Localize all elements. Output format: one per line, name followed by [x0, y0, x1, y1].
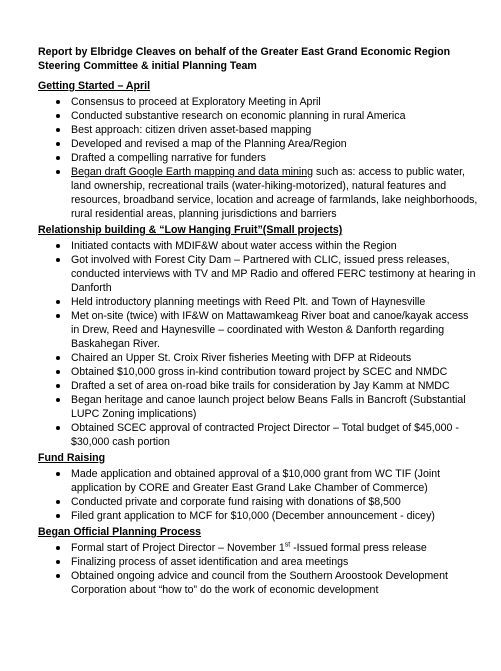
- list-item: [38, 541, 478, 555]
- list-item: [38, 253, 478, 295]
- bullet-list: [38, 95, 478, 221]
- list-item-text: Filed grant application to MCF for $10,000 (December announcement - dicey): [71, 510, 435, 522]
- list-item-text: Chaired an Upper St. Croix River fisheries Meeting with DFP at Rideouts: [71, 352, 412, 364]
- bullet-icon: [56, 393, 66, 402]
- list-item: [38, 137, 478, 151]
- report-title-line-1: Report by Elbridge Cleaves on behalf of the Greater East Grand Economic Region: [38, 46, 451, 58]
- list-item-text: such as: access to public water, land ownership, recreational trails (water-hiking-motorized), natural features and resources, broadband service, location and acreage of farmlands, lake neighborhoods, rural residential areas, planning jurisdictions and barriers: [71, 166, 478, 220]
- list-item-text: Obtained ongoing advice and council from the Southern Aroostook Development Corporation about “how to” do the work of economic development: [71, 570, 448, 596]
- list-item: [38, 509, 478, 523]
- list-item: [38, 393, 478, 421]
- list-item-text: Conducted substantive research on economic planning in rural America: [71, 110, 406, 122]
- section-heading: Getting Started – April: [38, 80, 151, 92]
- list-item: [38, 309, 478, 351]
- list-item: [38, 295, 478, 309]
- bullet-icon: [56, 379, 66, 388]
- bullet-icon: [56, 295, 66, 304]
- list-item-text: Initiated contacts with MDIF&W about water access within the Region: [71, 240, 397, 252]
- list-item-text: Drafted a compelling narrative for funders: [71, 152, 266, 164]
- list-item-text: Held introductory planning meetings with Reed Plt. and Town of Haynesville: [71, 296, 426, 308]
- bullet-icon: [56, 95, 66, 104]
- list-item: [38, 109, 478, 123]
- list-item: [38, 421, 478, 449]
- list-item-text: Began heritage and canoe launch project below Beans Falls in Bancroft (Substantial LUPC Zoning implications): [71, 394, 466, 420]
- list-item-text: Formal start of Project Director – November 1: [71, 542, 285, 554]
- list-item-text: -Issued formal press release: [290, 542, 427, 554]
- report-page: [38, 45, 478, 599]
- section-heading: Began Official Planning Process: [38, 526, 202, 538]
- list-item: [38, 151, 478, 165]
- list-item: [38, 569, 478, 597]
- list-item-underlined-text: Began draft Google Earth mapping and data mining: [71, 166, 314, 178]
- bullet-list: [38, 467, 478, 523]
- list-item: [38, 495, 478, 509]
- bullet-icon: [56, 421, 66, 430]
- bullet-icon: [56, 365, 66, 374]
- list-item-text: Drafted a set of area on-road bike trails for consideration by Jay Kamm at NMDC: [71, 380, 450, 392]
- bullet-icon: [56, 569, 66, 578]
- list-item-text: Obtained $10,000 gross in-kind contribution toward project by SCEC and NMDC: [71, 366, 448, 378]
- section-heading: Fund Raising: [38, 452, 106, 464]
- bullet-list: [38, 239, 478, 449]
- list-item: [38, 379, 478, 393]
- bullet-icon: [56, 109, 66, 118]
- bullet-icon: [56, 351, 66, 360]
- list-item: [38, 95, 478, 109]
- bullet-icon: [56, 165, 66, 174]
- list-item: [38, 365, 478, 379]
- bullet-icon: [56, 239, 66, 248]
- bullet-icon: [56, 555, 66, 564]
- ordinal-superscript: st: [284, 541, 291, 549]
- list-item-text: Got involved with Forest City Dam – Partnered with CLIC, issued press releases, conducted interviews with TV and MP Radio and offered FERC testimony at hearing in Danforth: [71, 254, 476, 294]
- list-item-text: Developed and revised a map of the Planning Area/Region: [71, 138, 347, 150]
- bullet-icon: [56, 123, 66, 132]
- list-item-text: Consensus to proceed at Exploratory Meeting in April: [71, 96, 321, 108]
- list-item: [38, 467, 478, 495]
- list-item: [38, 165, 478, 221]
- list-item: [38, 239, 478, 253]
- list-item-text: Best approach: citizen driven asset-based mapping: [71, 124, 312, 136]
- list-item: [38, 123, 478, 137]
- list-item-text: Met on-site (twice) with IF&W on Mattawamkeag River boat and canoe/kayak access in Drew, Reed and Haynesville – coordinated with Weston & Danforth regarding Baskahegan River.: [71, 310, 469, 350]
- list-item-text: Made application and obtained approval of a $10,000 grant from WC TIF (Joint application by CORE and Greater East Grand Lake Chamber of Commerce): [71, 468, 441, 494]
- bullet-icon: [56, 495, 66, 504]
- report-title-line-2: Steering Committee & initial Planning Team: [38, 60, 257, 72]
- bullet-list: [38, 541, 478, 597]
- section-getting-started: [38, 79, 478, 221]
- list-item-text: Finalizing process of asset identification and area meetings: [71, 556, 349, 568]
- report-title: [38, 45, 478, 73]
- section-official-planning: [38, 525, 478, 597]
- list-item: [38, 351, 478, 365]
- list-item-text: Conducted private and corporate fund raising with donations of $8,500: [71, 496, 401, 508]
- list-item: [38, 555, 478, 569]
- bullet-icon: [56, 467, 66, 476]
- list-item-text: Obtained SCEC approval of contracted Project Director – Total budget of $45,000 - $30,000 cash portion: [71, 422, 459, 448]
- bullet-icon: [56, 509, 66, 518]
- bullet-icon: [56, 137, 66, 146]
- bullet-icon: [56, 541, 66, 550]
- bullet-icon: [56, 151, 66, 160]
- section-fund-raising: [38, 451, 478, 523]
- bullet-icon: [56, 309, 66, 318]
- section-heading: Relationship building & “Low Hanging Fruit”(Small projects): [38, 224, 343, 236]
- bullet-icon: [56, 253, 66, 262]
- section-relationship-building: [38, 223, 478, 449]
